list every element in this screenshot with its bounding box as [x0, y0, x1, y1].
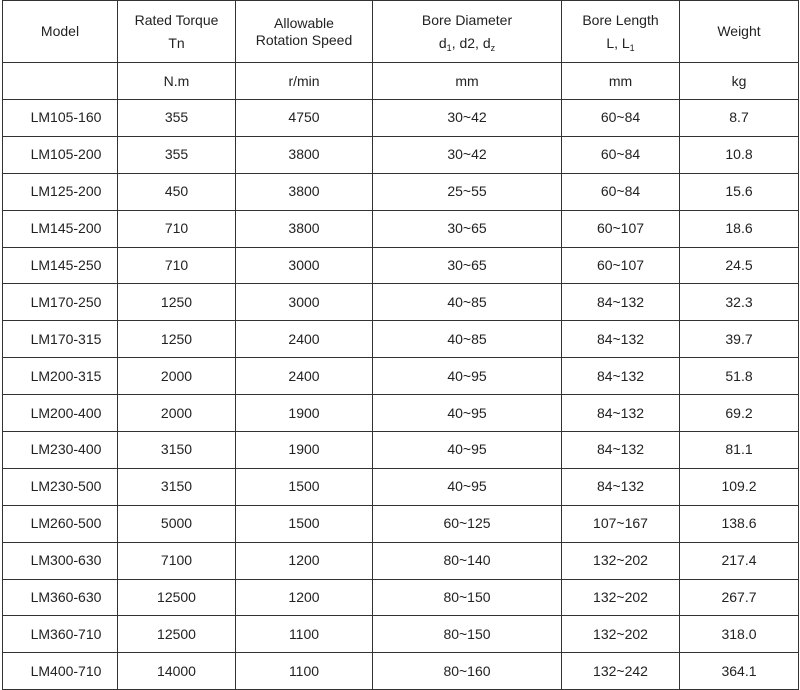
header-bore-diameter-d: d: [438, 34, 447, 51]
cell-rated-torque: 7100: [118, 542, 236, 579]
cell-rotation-speed: 2400: [236, 358, 373, 395]
cell-rotation-speed: 1900: [236, 432, 373, 469]
cell-bore-diameter: 40~85: [373, 321, 562, 358]
cell-rated-torque: 3150: [118, 468, 236, 505]
cell-weight: 24.5: [680, 247, 799, 284]
table-row: [3, 505, 799, 542]
cell-rotation-speed: 1100: [236, 653, 373, 690]
header-bore-diameter: [373, 1, 562, 63]
cell-bore-length: 60~84: [562, 136, 680, 173]
header-model-label: Model: [40, 23, 80, 39]
cell-bore-length: 132~202: [562, 616, 680, 653]
cell-weight: 32.3: [680, 284, 799, 321]
cell-bore-length: 84~132: [562, 284, 680, 321]
table-row: [3, 395, 799, 432]
header-bore-diameter-sub1: 1: [446, 42, 452, 53]
cell-bore-diameter: 30~65: [373, 247, 562, 284]
cell-bore-diameter: 40~85: [373, 284, 562, 321]
cell-model: LM170-315: [3, 321, 118, 358]
cell-weight: 364.1: [680, 653, 799, 690]
header-bore-length: [562, 1, 680, 63]
cell-bore-diameter: 80~160: [373, 653, 562, 690]
cell-bore-diameter: 80~140: [373, 542, 562, 579]
header-bore-length-sub1: 1: [629, 42, 635, 53]
cell-rotation-speed: 1500: [236, 505, 373, 542]
cell-rated-torque: 12500: [118, 616, 236, 653]
cell-rotation-speed: 4750: [236, 100, 373, 137]
spec-table: [2, 0, 799, 690]
cell-model: LM145-250: [3, 247, 118, 284]
cell-weight: 8.7: [680, 100, 799, 137]
cell-rated-torque: 3150: [118, 432, 236, 469]
cell-bore-diameter: 25~55: [373, 173, 562, 210]
cell-weight: 39.7: [680, 321, 799, 358]
cell-weight: 217.4: [680, 542, 799, 579]
header-rotation-speed: [236, 1, 373, 63]
table-row: [3, 100, 799, 137]
cell-bore-length: 84~132: [562, 321, 680, 358]
cell-bore-length: 132~202: [562, 579, 680, 616]
cell-bore-length: 84~132: [562, 468, 680, 505]
cell-bore-diameter: 80~150: [373, 616, 562, 653]
cell-model: LM145-200: [3, 210, 118, 247]
cell-bore-length: 60~84: [562, 173, 680, 210]
cell-bore-length: 60~107: [562, 210, 680, 247]
table-row: [3, 136, 799, 173]
cell-weight: 109.2: [680, 468, 799, 505]
cell-rated-torque: 2000: [118, 358, 236, 395]
cell-rotation-speed: 1200: [236, 579, 373, 616]
cell-rotation-speed: 3000: [236, 247, 373, 284]
table-row: [3, 321, 799, 358]
cell-weight: 51.8: [680, 358, 799, 395]
cell-model: LM170-250: [3, 284, 118, 321]
cell-model: LM260-500: [3, 505, 118, 542]
table-row: [3, 579, 799, 616]
cell-model: LM105-160: [3, 100, 118, 137]
cell-model: LM300-630: [3, 542, 118, 579]
cell-model: LM105-200: [3, 136, 118, 173]
header-bore-diameter-subz: z: [490, 42, 496, 53]
table-row: [3, 173, 799, 210]
cell-model: LM400-710: [3, 653, 118, 690]
unit-torque: N.m: [118, 63, 236, 100]
cell-model: LM230-500: [3, 468, 118, 505]
header-rated-torque: [118, 1, 236, 63]
header-rated-torque-line1: Rated Torque: [134, 11, 219, 28]
cell-model: LM200-315: [3, 358, 118, 395]
header-weight: [680, 1, 799, 63]
cell-weight: 318.0: [680, 616, 799, 653]
table-row: [3, 542, 799, 579]
cell-weight: 267.7: [680, 579, 799, 616]
table-row: [3, 616, 799, 653]
cell-bore-length: 84~132: [562, 395, 680, 432]
cell-bore-length: 107~167: [562, 505, 680, 542]
cell-bore-diameter: 40~95: [373, 358, 562, 395]
cell-rated-torque: 14000: [118, 653, 236, 690]
table-row: [3, 210, 799, 247]
cell-bore-diameter: 30~65: [373, 210, 562, 247]
cell-model: LM125-200: [3, 173, 118, 210]
cell-bore-diameter: 30~42: [373, 100, 562, 137]
cell-model: LM230-400: [3, 432, 118, 469]
unit-bore-diameter: mm: [373, 63, 562, 100]
header-weight-label: Weight: [717, 23, 761, 39]
cell-bore-length: 132~202: [562, 542, 680, 579]
table-row: [3, 284, 799, 321]
table-row: [3, 432, 799, 469]
cell-bore-length: 84~132: [562, 358, 680, 395]
header-bore-diameter-line2: [373, 35, 561, 52]
cell-rated-torque: 2000: [118, 395, 236, 432]
cell-rated-torque: 355: [118, 136, 236, 173]
header-bore-diameter-mid: , d2, d: [451, 34, 491, 51]
cell-rotation-speed: 3800: [236, 136, 373, 173]
cell-rated-torque: 450: [118, 173, 236, 210]
units-row: [3, 63, 799, 100]
cell-rated-torque: 355: [118, 100, 236, 137]
cell-rated-torque: 1250: [118, 321, 236, 358]
header-bore-diameter-line1: Bore Diameter: [421, 11, 513, 28]
header-rated-torque-line2: Tn: [168, 34, 185, 51]
header-bore-length-line1: Bore Length: [582, 11, 659, 28]
cell-weight: 138.6: [680, 505, 799, 542]
cell-bore-diameter: 80~150: [373, 579, 562, 616]
cell-bore-diameter: 40~95: [373, 432, 562, 469]
cell-bore-diameter: 60~125: [373, 505, 562, 542]
unit-speed: r/min: [236, 63, 373, 100]
cell-model: LM360-710: [3, 616, 118, 653]
cell-weight: 81.1: [680, 432, 799, 469]
cell-bore-diameter: 40~95: [373, 395, 562, 432]
cell-weight: 10.8: [680, 136, 799, 173]
cell-rated-torque: 1250: [118, 284, 236, 321]
cell-bore-diameter: 40~95: [373, 468, 562, 505]
header-rotation-speed-line1: Allowable: [274, 14, 334, 31]
cell-rotation-speed: 3000: [236, 284, 373, 321]
cell-rotation-speed: 1100: [236, 616, 373, 653]
cell-rotation-speed: 2400: [236, 321, 373, 358]
cell-rated-torque: 5000: [118, 505, 236, 542]
cell-bore-length: 60~84: [562, 100, 680, 137]
unit-weight: kg: [680, 63, 799, 100]
cell-model: LM360-630: [3, 579, 118, 616]
cell-bore-diameter: 30~42: [373, 136, 562, 173]
cell-rated-torque: 710: [118, 247, 236, 284]
cell-rated-torque: 12500: [118, 579, 236, 616]
unit-model: [3, 63, 118, 100]
cell-rotation-speed: 3800: [236, 173, 373, 210]
header-model: [3, 1, 118, 63]
cell-model: LM200-400: [3, 395, 118, 432]
cell-rotation-speed: 1900: [236, 395, 373, 432]
table-row: [3, 358, 799, 395]
header-rotation-speed-line2: Rotation Speed: [255, 31, 353, 48]
cell-rotation-speed: 1200: [236, 542, 373, 579]
header-row: [3, 1, 799, 63]
header-bore-length-l: L, L: [606, 34, 630, 51]
cell-rated-torque: 710: [118, 210, 236, 247]
cell-rotation-speed: 3800: [236, 210, 373, 247]
table-row: [3, 468, 799, 505]
cell-bore-length: 60~107: [562, 247, 680, 284]
table-body: [3, 1, 799, 690]
cell-weight: 69.2: [680, 395, 799, 432]
unit-bore-length: mm: [562, 63, 680, 100]
table-row: [3, 247, 799, 284]
table-row: [3, 653, 799, 690]
cell-weight: 18.6: [680, 210, 799, 247]
cell-weight: 15.6: [680, 173, 799, 210]
header-bore-length-line2: [562, 35, 679, 52]
cell-bore-length: 132~242: [562, 653, 680, 690]
cell-rotation-speed: 1500: [236, 468, 373, 505]
cell-bore-length: 84~132: [562, 432, 680, 469]
